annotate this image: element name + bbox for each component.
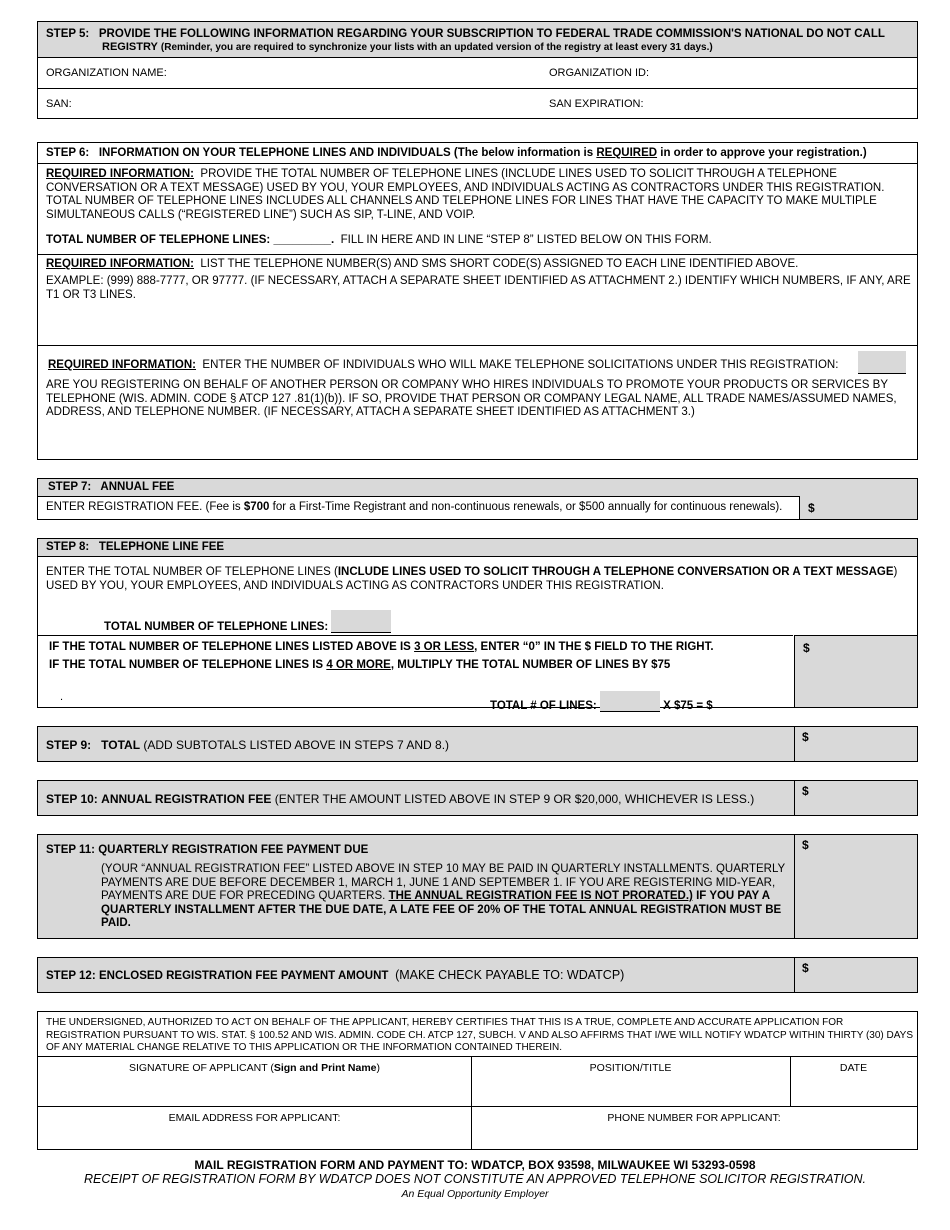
step7-title: STEP 7: ANNUAL FEE: [48, 481, 175, 493]
step12-section: [37, 957, 918, 993]
footer-equal-opportunity: An Equal Opportunity Employer: [401, 1188, 549, 1200]
position-field[interactable]: POSITION/TITLE: [471, 1056, 791, 1106]
step6-individuals: REQUIRED INFORMATION: ENTER THE NUMBER OF INDIVIDUALS WHO WILL MAKE TELEPHONE SOLICITATIONS UNDER THIS REGISTRATION:: [48, 359, 839, 371]
org-id-field[interactable]: ORGANIZATION ID:: [549, 67, 650, 79]
step6-section: [37, 142, 918, 460]
san-expiration-field[interactable]: SAN EXPIRATION:: [549, 98, 644, 110]
step6-total-lines: TOTAL NUMBER OF TELEPHONE LINES: _________. FILL IN HERE AND IN LINE “STEP 8” LISTED BELOW ON THIS FORM.: [46, 234, 712, 246]
step11-section: [37, 834, 918, 939]
footer-mail: MAIL REGISTRATION FORM AND PAYMENT TO: WDATCP, BOX 93598, MILWAUKEE WI 53293-0598: [194, 1158, 756, 1172]
step11-title: STEP 11: QUARTERLY REGISTRATION FEE PAYMENT DUE: [46, 844, 369, 856]
step8-total-lines: TOTAL NUMBER OF TELEPHONE LINES:: [104, 610, 391, 633]
certification-section: [37, 1011, 918, 1150]
step8-rule-3-or-less: IF THE TOTAL NUMBER OF TELEPHONE LINES LISTED ABOVE IS 3 OR LESS, ENTER “0” IN THE $ FIELD TO THE RIGHT.: [49, 641, 714, 653]
san-field[interactable]: SAN:: [46, 98, 72, 110]
step8-total-of-lines-input[interactable]: [600, 691, 660, 712]
step8-section: [37, 538, 918, 712]
footer-receipt: RECEIPT OF REGISTRATION FORM BY WDATCP DOES NOT CONSTITUTE AN APPROVED TELEPHONE SOLICITOR REGISTRATION.: [83, 1172, 867, 1186]
phone-field[interactable]: PHONE NUMBER FOR APPLICANT:: [607, 1112, 781, 1124]
org-name-field[interactable]: ORGANIZATION NAME:: [46, 67, 167, 79]
date-field[interactable]: DATE: [839, 1062, 868, 1074]
step9-title: STEP 9: TOTAL (ADD SUBTOTALS LISTED ABOVE IN STEPS 7 AND 8.): [46, 738, 450, 752]
step6-lines-info: REQUIRED INFORMATION: PROVIDE THE TOTAL NUMBER OF TELEPHONE LINES (INCLUDE LINES USED TO SOLICIT THROUGH A TELEPHONE CONVERSATION OR A TEXT MESSAGE) USED BY YOU, YOUR EMPLOYEES, AND INDIVIDUALS ACTING AS CONTRACTORS UNDER THIS REGISTRATION. TOTAL NUMBER OF TELEPHONE LINES INCLUDES ALL CHANNELS AND TELEPHONE LINES FOR LINES THAT HAVE THE CAPACITY TO MAKE MULTIPLE SIMULTANEOUS CALLS (“REGISTERED LINE”) SUCH AS SIP, T-LINE, AND VOIP.: [46, 168, 885, 221]
step9-section: [37, 726, 918, 762]
email-field[interactable]: EMAIL ADDRESS FOR APPLICANT:: [38, 1106, 472, 1149]
step11-text: (YOUR “ANNUAL REGISTRATION FEE” LISTED ABOVE IN STEP 10 MAY BE PAID IN QUARTERLY INSTALLMENTS. QUARTERLY PAYMENTS ARE DUE BEFORE DECEMBER 1, MARCH 1, JUNE 1 AND SEPTEMBER 1. IF YOU ARE REGISTERING MID-YEAR, PAYMENTS ARE DUE FOR PRECEDING QUARTERS. THE ANNUAL REGISTRATION FEE IS NOT PRORATED.) IF YOU PAY A QUARTERLY INSTALLMENT AFTER THE DUE DATE, A LATE FEE OF 20% OF THE TOTAL ANNUAL REGISTRATION MUST BE PAID.: [101, 863, 785, 929]
step8-title: STEP 8: TELEPHONE LINE FEE: [46, 541, 225, 553]
step10-amount-field[interactable]: $: [802, 784, 809, 798]
step5-title: STEP 5: PROVIDE THE FOLLOWING INFORMATION REGARDING YOUR SUBSCRIPTION TO FEDERAL TRADE COMMISSION'S NATIONAL DO NOT CALL: [46, 28, 885, 40]
step12-title: STEP 12: ENCLOSED REGISTRATION FEE PAYMENT AMOUNT (MAKE CHECK PAYABLE TO: WDATCP): [46, 968, 625, 982]
step7-amount-field[interactable]: $: [799, 496, 917, 519]
step11-amount-field[interactable]: $: [802, 838, 809, 852]
step6-numbers-info: REQUIRED INFORMATION: LIST THE TELEPHONE NUMBER(S) AND SMS SHORT CODE(S) ASSIGNED TO EACH LINE IDENTIFIED ABOVE.: [46, 258, 799, 270]
step8-text: ENTER THE TOTAL NUMBER OF TELEPHONE LINES (INCLUDE LINES USED TO SOLICIT THROUGH A TELEPHONE CONVERSATION OR A TEXT MESSAGE) USED BY YOU, YOUR EMPLOYEES, AND INDIVIDUALS ACTING AS CONTRACTORS UNDER THIS REGISTRATION.: [46, 566, 898, 592]
total-lines-input[interactable]: _________.: [273, 234, 335, 246]
certification-text: THE UNDERSIGNED, AUTHORIZED TO ACT ON BEHALF OF THE APPLICANT, HEREBY CERTIFIES THAT THIS IS A TRUE, COMPLETE AND ACCURATE APPLICATION FOR REGISTRATION PURSUANT TO WIS. STAT. § 100.52 AND WIS. ADMIN. CODE CH. ATCP 127, SUBCH. V AND ALSO AFFIRMS THAT I/WE WILL NOTIFY WDATCP WITHIN THIRTY (30) DAYS OF ANY MATERIAL CHANGE RELATIVE TO THIS APPLICATION OR THE INFORMATION CONTAINED THEREIN.: [46, 1017, 914, 1053]
step6-behalf: ARE YOU REGISTERING ON BEHALF OF ANOTHER PERSON OR COMPANY WHO HIRES INDIVIDUALS TO PROMOTE YOUR PRODUCTS OR SERVICES BY TELEPHONE (WIS. ADMIN. CODE § ATCP 127 .81(1)(b)). IF SO, PROVIDE THAT PERSON OR COMPANY LEGAL NAME, ALL TRADE NAMES/ASSUMED NAMES, ADDRESS, AND TELEPHONE NUMBER. (IF NECESSARY, ATTACH A SEPARATE SHEET IDENTIFIED AS ATTACHMENT 3.): [46, 379, 897, 418]
step12-amount-field[interactable]: $: [802, 961, 809, 975]
step8-total-of-lines: TOTAL # OF LINES: X $75 = $: [490, 691, 713, 712]
step10-title: STEP 10: ANNUAL REGISTRATION FEE (ENTER THE AMOUNT LISTED ABOVE IN STEP 9 OR $20,000, WHICHEVER IS LESS.): [46, 792, 755, 806]
step5-section: [37, 21, 918, 119]
step7-text: ENTER REGISTRATION FEE. (Fee is $700 for a First-Time Registrant and non-continuous renewals, or $500 annually for continuous renewals).: [46, 501, 783, 513]
step9-amount-field[interactable]: $: [802, 730, 809, 744]
individuals-count-input[interactable]: [858, 351, 906, 374]
step10-section: [37, 780, 918, 816]
step7-section: [37, 478, 918, 520]
signature-field[interactable]: SIGNATURE OF APPLICANT (Sign and Print Name): [38, 1056, 472, 1106]
step5-subtitle: REGISTRY (Reminder, you are required to synchronize your lists with an updated version of the registry at least every 31 days.): [102, 41, 713, 53]
step8-amount-field[interactable]: $: [794, 635, 917, 707]
step8-total-lines-input[interactable]: [331, 610, 391, 633]
step6-title: STEP 6: INFORMATION ON YOUR TELEPHONE LINES AND INDIVIDUALS (The below information is REQUIRED in order to approve your registration.): [46, 147, 867, 159]
step6-example: EXAMPLE: (999) 888-7777, OR 97777. (IF NECESSARY, ATTACH A SEPARATE SHEET IDENTIFIED AS ATTACHMENT 2.) IDENTIFY WHICH NUMBERS, IF ANY, ARE T1 OR T3 LINES.: [46, 275, 911, 301]
step8-dot: .: [60, 691, 64, 703]
step8-rule-4-or-more: IF THE TOTAL NUMBER OF TELEPHONE LINES IS 4 OR MORE, MULTIPLY THE TOTAL NUMBER OF LINES BY $75: [49, 659, 671, 671]
